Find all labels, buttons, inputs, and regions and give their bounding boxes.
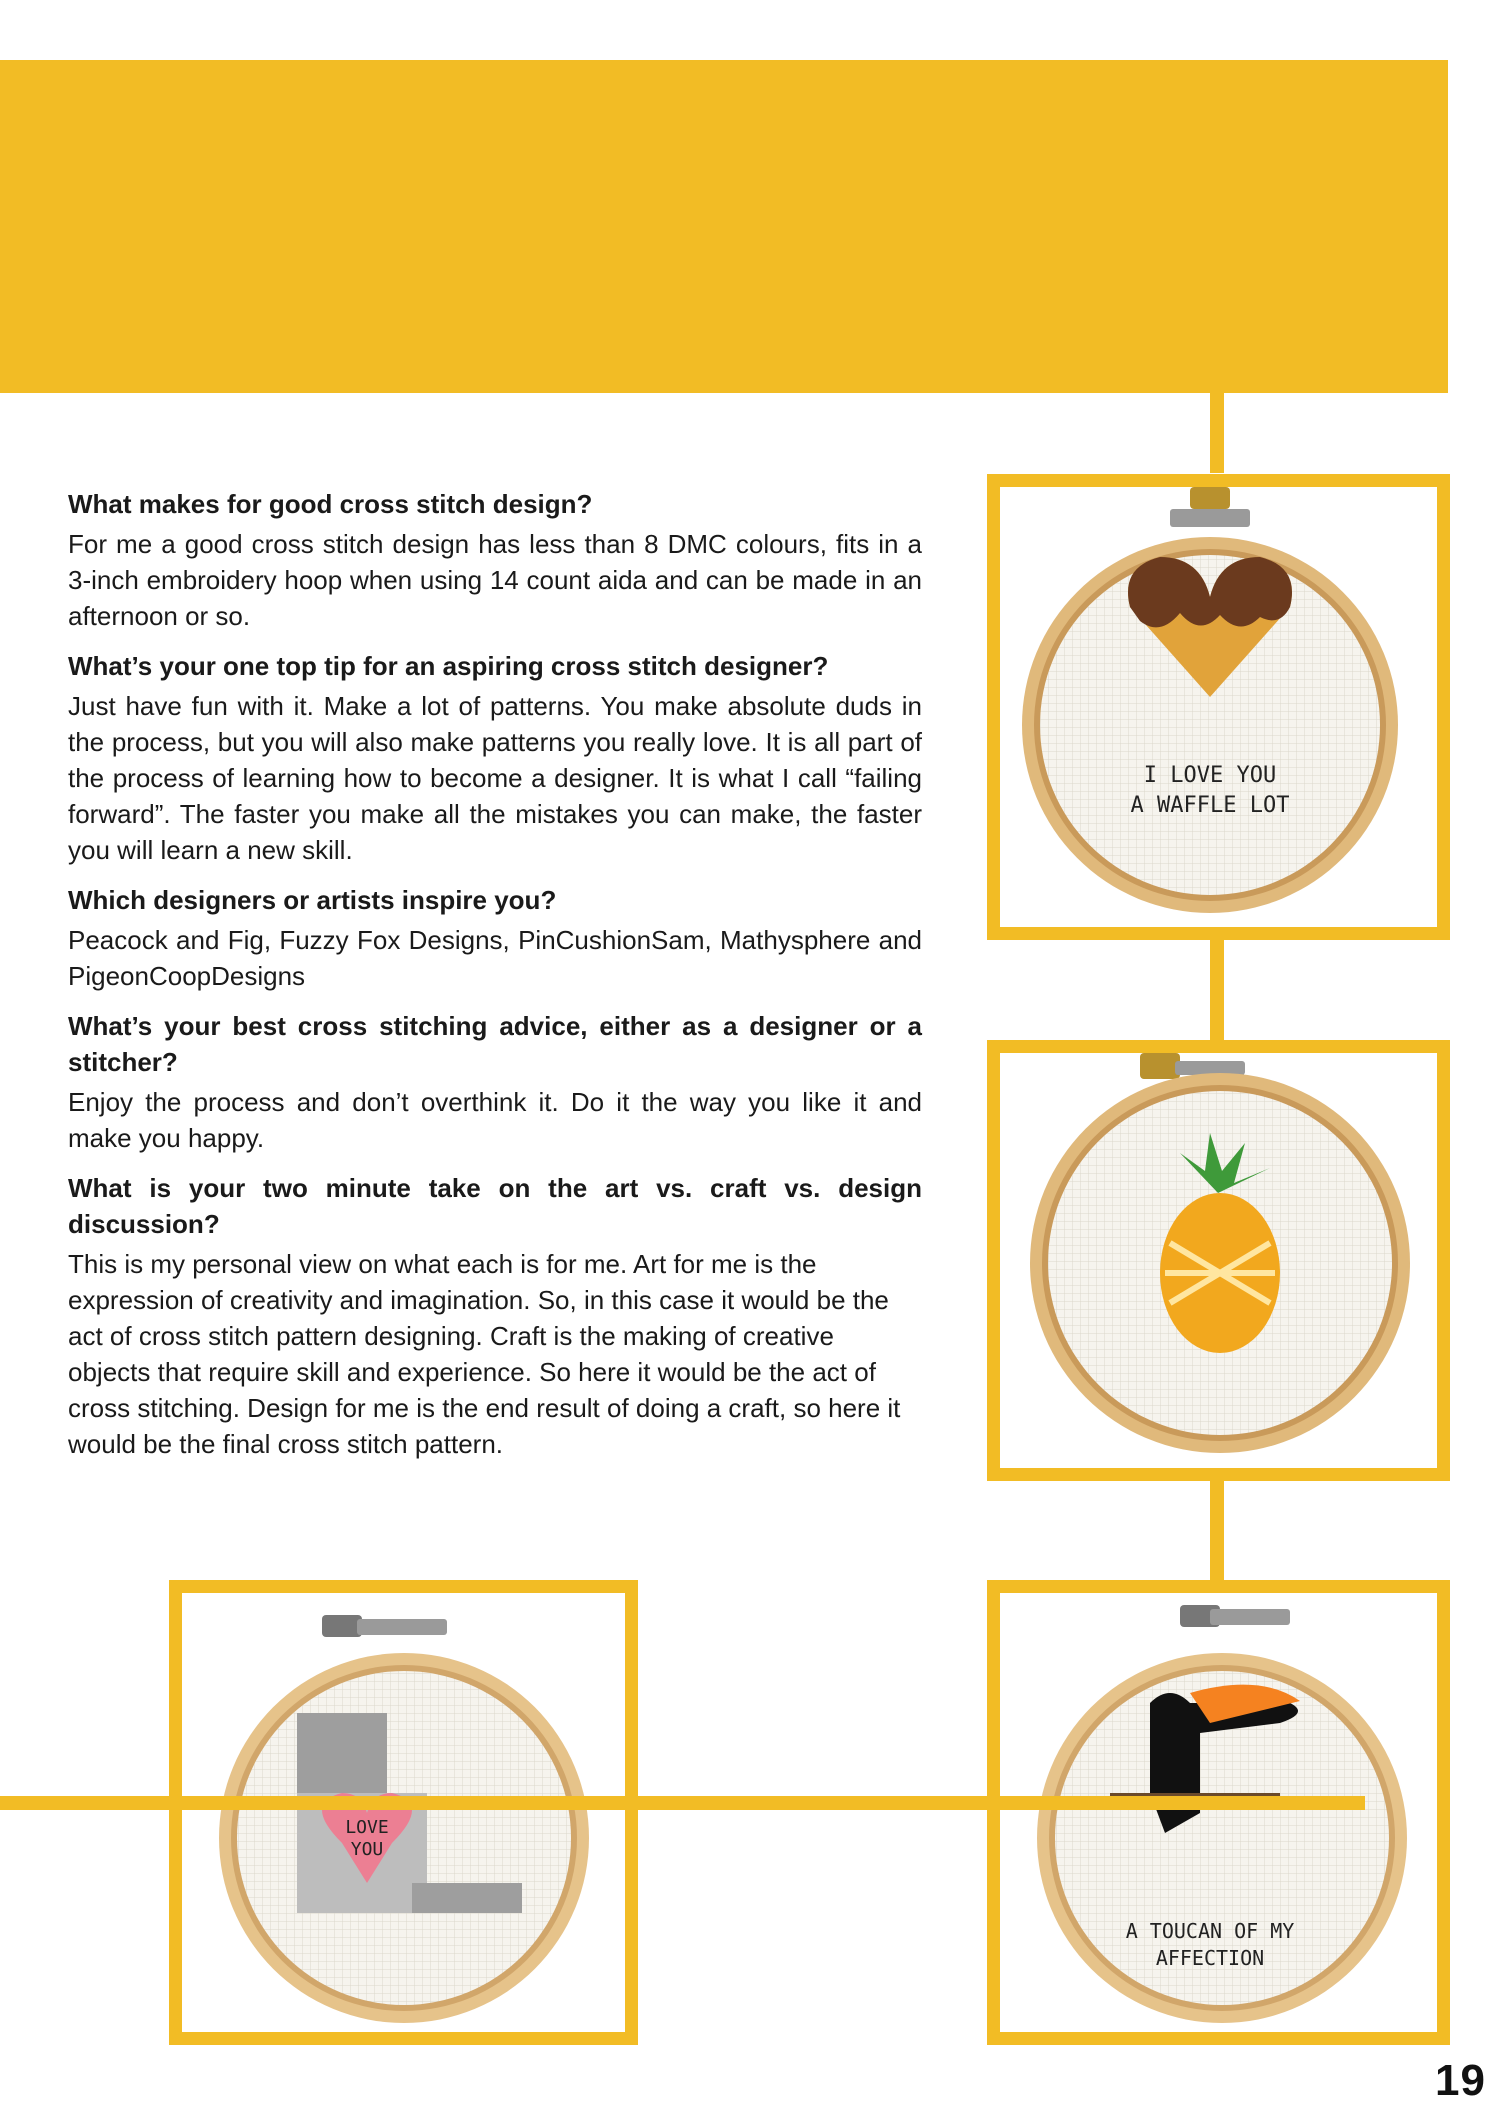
- qa-block: [68, 486, 922, 634]
- qa-block: [68, 648, 922, 868]
- answer: Peacock and Fig, Fuzzy Fox Designs, PinCushionSam, Mathysphere and PigeonCoopDesigns: [68, 925, 922, 991]
- waffle-caption-line1: I LOVE YOU: [1143, 763, 1277, 788]
- question: What is your two minute take on the art vs. craft vs. design discussion?: [68, 1173, 922, 1239]
- question: What’s your one top tip for an aspiring cross stitch designer?: [68, 651, 829, 681]
- interview-article: [68, 486, 922, 1476]
- cat-caption-line2: YOU: [350, 1839, 384, 1860]
- qa-block: [68, 1008, 922, 1156]
- toucan-caption-line2: AFFECTION: [1155, 1946, 1265, 1970]
- cat-caption-line1: LOVE: [345, 1817, 389, 1838]
- toucan-hoop-image: [1000, 1593, 1437, 2032]
- pineapple-hoop-image: [1000, 1053, 1437, 1468]
- qa-block: [68, 882, 922, 994]
- cat-hoop-image: [182, 1593, 625, 2032]
- question: What’s your best cross stitching advice, either as a designer or a stitcher?: [68, 1011, 922, 1077]
- photo-pineapple-hoop: [987, 1040, 1450, 1481]
- photo-waffle-heart-hoop: [987, 474, 1450, 940]
- answer: For me a good cross stitch design has less than 8 DMC colours, fits in a 3-inch embroidery hoop when using 14 count aida and can be made in an afternoon or so.: [68, 529, 922, 631]
- connector-line: [1210, 940, 1224, 1040]
- waffle-caption-line2: A WAFFLE LOT: [1130, 793, 1290, 818]
- question: Which designers or artists inspire you?: [68, 885, 557, 915]
- toucan-caption-line1: A TOUCAN OF MY: [1125, 1919, 1295, 1943]
- answer: This is my personal view on what each is for me. Art for me is the expression of creativity and imagination. So, in this case it would be the act of cross stitch pattern designing. Craft is the making of creative objects that require skill and experience. So here it would be the act of cross stitching. Design for me is the end result of doing a craft, so here it would be the final cross stitch pattern.: [68, 1249, 901, 1459]
- horizontal-divider-line: [0, 1796, 1365, 1810]
- answer: Enjoy the process and don’t overthink it. Do it the way you like it and make you happy.: [68, 1087, 922, 1153]
- waffle-heart-hoop-image: [1000, 487, 1437, 927]
- connector-line: [1210, 393, 1224, 473]
- header-banner: [0, 60, 1448, 393]
- page-number: 19: [1435, 2056, 1486, 2105]
- connector-line: [1210, 1480, 1224, 1590]
- photo-cat-hoop: [169, 1580, 638, 2045]
- photo-toucan-hoop: [987, 1580, 1450, 2045]
- question: What makes for good cross stitch design?: [68, 489, 593, 519]
- answer: Just have fun with it. Make a lot of patterns. You make absolute duds in the process, but you will also make patterns you really love. It is all part of the process of learning how to become a designer. It is what I call “failing forward”. The faster you make all the mistakes you can make, the faster you will learn a new skill.: [68, 691, 922, 865]
- qa-block: [68, 1170, 922, 1462]
